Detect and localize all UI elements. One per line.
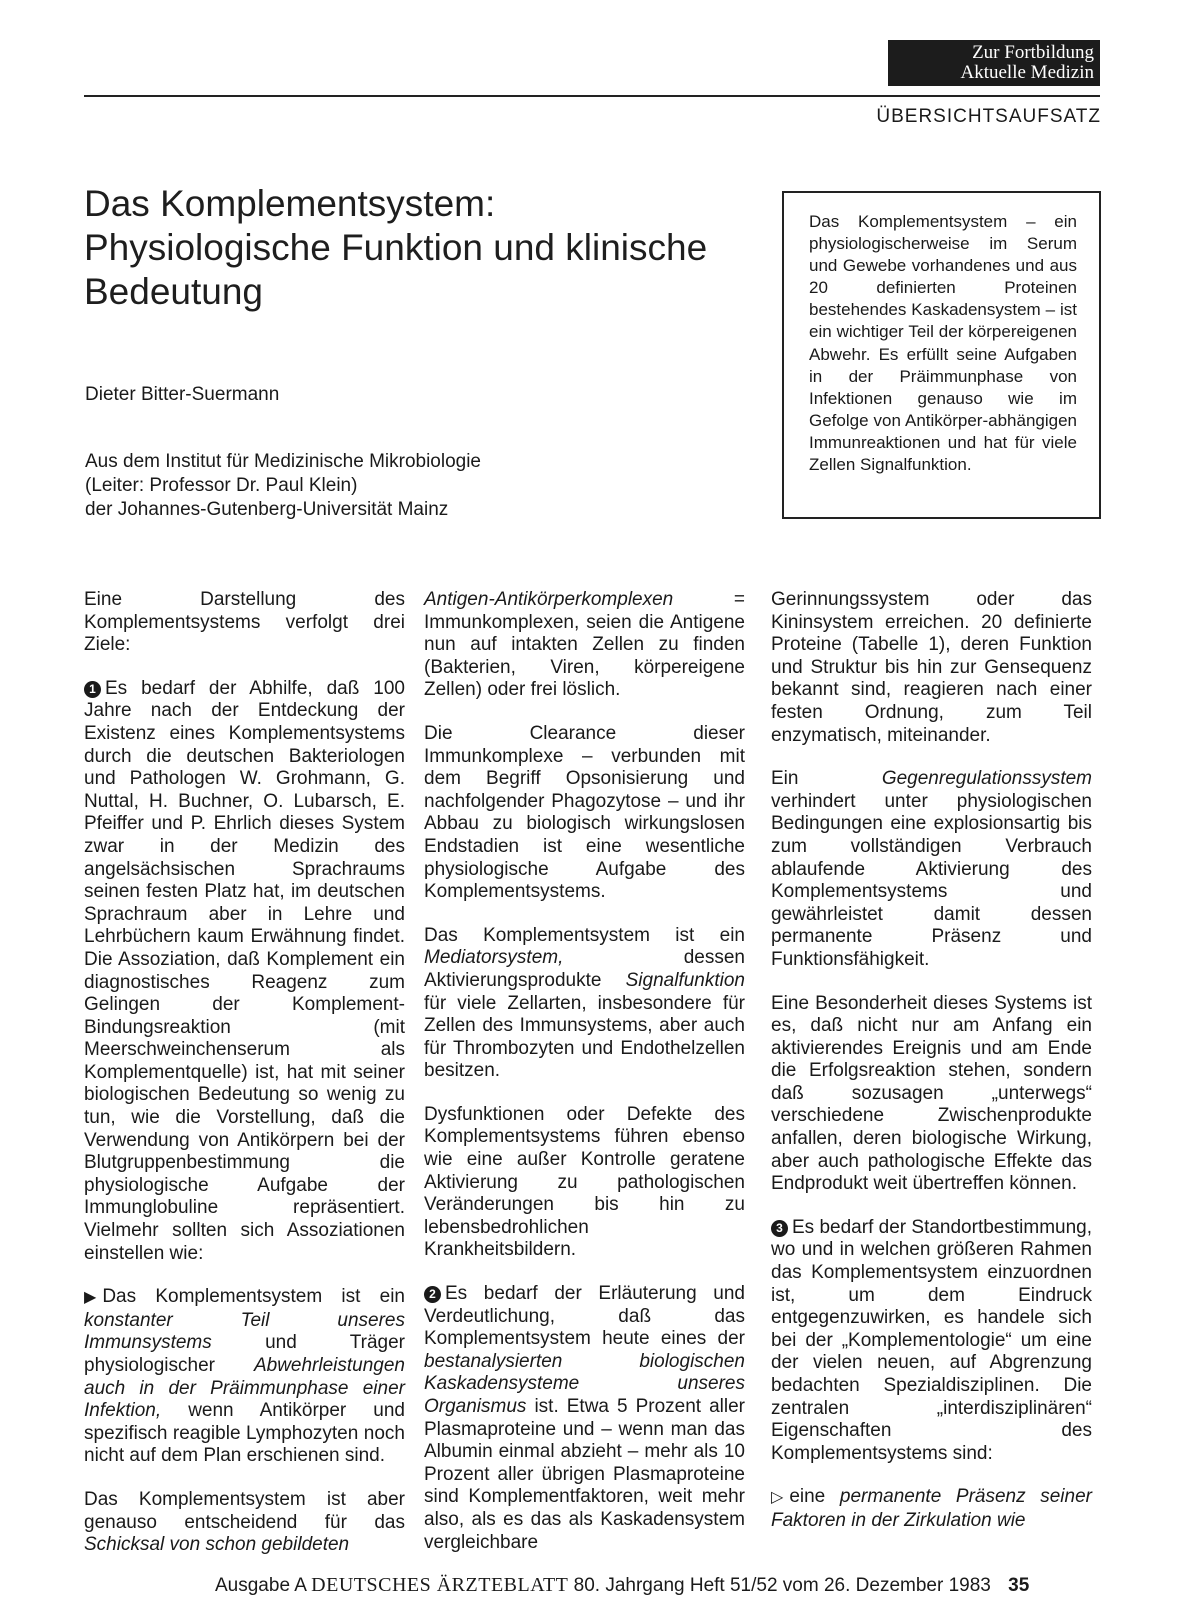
emphasis: Abwehrleistungen auch in der Präimmunphase einer Infektion, bbox=[84, 1355, 405, 1422]
paragraph bbox=[424, 1283, 745, 1554]
text-run: und Träger physiologischer bbox=[84, 1332, 405, 1376]
body-column-3 bbox=[771, 589, 1092, 1533]
header-rule bbox=[84, 95, 1100, 97]
paragraph bbox=[84, 1286, 405, 1468]
number-badge-icon: 2 bbox=[424, 1286, 441, 1303]
article-type: ÜBERSICHTSAUFSATZ bbox=[876, 106, 1101, 127]
emphasis: permanente Präsenz seiner Faktoren in der Zirkulation wie bbox=[771, 1486, 1092, 1531]
affiliation bbox=[85, 450, 481, 522]
text-run: Es bedarf der Standortbestimmung, wo und in welchen größeren Rahmen das Komplementsystem einzuordnen ist, um dem Eindruck entgegenzuwirken, es handele sich bei der „Komplementologie“ um eine der vielen neuen, auf Abgrenzung bedachten Spezialdisziplinen. Die zentralen „interdisziplinären“ Eigenschaften des Komplementsystems sind: bbox=[771, 1216, 1092, 1464]
affiliation-line: Aus dem Institut für Medizinische Mikrobiologie bbox=[85, 451, 482, 472]
emphasis: Antigen-Antikörperkomplexen bbox=[424, 589, 674, 610]
text-run: dessen Aktivierungsprodukte bbox=[424, 947, 745, 991]
affiliation-line: der Johannes-Gutenberg-Universität Mainz bbox=[85, 499, 449, 520]
paragraph-text: Es bedarf der Abhilfe, daß 100 Jahre nach der Entdeckung der Existenz eines Komplementsystems durch die deutschen Bakteriologen und Pathologen W. Grohmann, G. Nuttal, H. Buchner, O. Lubarsch, E. Pfeiffer und P. Ehrlich dieses System zwar in der Medizin des angelsächsischen Sprachraums seinen festen Platz hat, im deutschen Sprachraum aber in Lehre und Lehrbüchern kaum Erwähnung findet. Die Assoziation, daß Komplement ein diagnostisches Reagenz zum Gelingen der Komplement-Bindungsreaktion (mit Meerschweinchenserum als Komplementquelle) ist, hat mit seiner biologischen Bedeutung so wenig zu tun, wie die Vorstellung, daß die Verwendung von Antikörpern bei der Blutgruppenbestimmung die physiologische Aufgabe der Immunglobuline repräsentiert. Vielmehr sollten sich Assoziationen einstellen wie: bbox=[84, 677, 405, 1264]
number-badge-icon: 1 bbox=[84, 681, 101, 698]
emphasis: Signalfunktion bbox=[625, 969, 745, 991]
section-label bbox=[888, 40, 1100, 86]
paragraph bbox=[424, 925, 745, 1083]
triangle-bullet-icon: ▶ bbox=[84, 1289, 97, 1307]
text-run: ist. Etwa 5 Prozent aller Plasmaproteine und – wenn man das Albumin einmal abzieht – mehr als 10 Prozent aller übrigen Plasmaproteine sind Komplementfaktoren, weit mehr also, als es das als Kaskadensystem vergleichbare bbox=[424, 1396, 745, 1553]
emphasis: Gegenregulationssystem bbox=[881, 768, 1092, 790]
paragraph bbox=[771, 1486, 1092, 1532]
emphasis: Schicksal von schon gebildeten bbox=[84, 1534, 350, 1556]
paragraph: Gerinnungssystem oder das Kininsystem erreichen. 20 definierte Proteine (Tabelle 1), deren Funktion und Struktur bis hin zur Gensequenz bekannt sind, reagieren nach einer festen Ordnung, zum Teil enzymatisch, miteinander. bbox=[771, 589, 1092, 746]
page-number: 35 bbox=[1008, 1575, 1030, 1596]
body-column-2 bbox=[424, 589, 745, 1554]
footer-issue: 80. Jahrgang Heft 51/52 vom 26. Dezember 1983 bbox=[573, 1575, 991, 1596]
number-badge-icon: 3 bbox=[771, 1220, 788, 1237]
text-run: verhindert unter physiologischen Bedingungen eine explosionsartig bis zum vollständigen Verbrauch ablaufende Aktivierung des Komplementsystems und gewährleistet damit dessen permanente Präsenz und Funktionsfähigkeit. bbox=[771, 790, 1092, 970]
section-label-line1: Zur Fortbildung bbox=[972, 42, 1094, 63]
emphasis: konstanter Teil unseres Immunsystems bbox=[84, 1309, 405, 1354]
paragraph: Die Clearance dieser Immunkomplexe – verbunden mit dem Begriff Opsonisierung und nachfolgender Phagozytose – und ihr Abbau zu biologisch wirkungslosen Endstadien ist eine wesentliche physiologische Aufgabe des Komplementsystems. bbox=[424, 722, 745, 903]
paragraph: Eine Besonderheit dieses Systems ist es, daß nicht nur am Anfang ein aktivierendes Ereignis und am Ende die Erfolgsreaktion stehen, sondern daß sozusagen „unterwegs“ verschiedene Zwischenprodukte anfallen, deren biologische Wirkung, aber auch pathologische Effekte das Endprodukt weit übertreffen können. bbox=[771, 992, 1092, 1195]
text-run: Das Komplementsystem ist ein bbox=[102, 1286, 405, 1308]
emphasis: Mediatorsystem, bbox=[424, 947, 564, 969]
emphasis: bestanalysierten biologischen Kaskadensysteme unseres Organismus bbox=[424, 1350, 745, 1417]
paragraph bbox=[771, 1217, 1092, 1466]
text-run: Das Komplementsystem ist ein bbox=[424, 924, 745, 946]
text-run: Es bedarf der Erläuterung und Verdeutlichung, daß das Komplementsystem heute eines der bbox=[424, 1283, 745, 1350]
summary-box: Das Komplementsystem – ein physiologischerweise im Serum und Gewebe vorhandenes und aus 20 definierten Proteinen bestehendes Kaskadensystem – ist ein wichtiger Teil der körpereigenen Abwehr. Es erfüllt seine Aufgaben in der Präimmunphase von Infektionen genauso wie im Gefolge von Antikörper-abhängigen Immunreaktionen und hat für viele Zellen Signalfunktion. bbox=[782, 191, 1101, 519]
text-run: wenn Antikörper und spezifisch reagible Lymphozyten noch nicht auf dem Plan erschienen sind. bbox=[84, 1400, 405, 1467]
footer-edition: Ausgabe A bbox=[215, 1575, 306, 1596]
paragraph: Eine Darstellung des Komplementsystems verfolgt drei Ziele: bbox=[84, 589, 405, 656]
text-run: für viele Zellarten, insbesondere für Zellen des Immunsystems, aber auch für Thrombozyten und Endothelzellen besitzen. bbox=[424, 992, 745, 1082]
text-run: Ein bbox=[771, 768, 799, 790]
text-run: Das Komplementsystem ist aber genauso entscheidend für das bbox=[84, 1488, 405, 1533]
footer-journal: DEUTSCHES ÄRZTEBLATT bbox=[311, 1574, 569, 1596]
paragraph bbox=[771, 768, 1092, 971]
author: Dieter Bitter-Suermann bbox=[85, 384, 280, 405]
paragraph bbox=[424, 589, 745, 702]
page-footer bbox=[215, 1574, 1029, 1597]
paragraph bbox=[84, 1489, 405, 1557]
affiliation-line: (Leiter: Professor Dr. Paul Klein) bbox=[85, 475, 358, 496]
paragraph bbox=[84, 678, 405, 1265]
paragraph: Dysfunktionen oder Defekte des Komplementsystems führen ebenso wie eine außer Kontrolle geratene Aktivierung zu pathologischen Veränderungen bis hin zu lebensbedrohlichen Krankheitsbildern. bbox=[424, 1103, 745, 1261]
article-title: Das Komplementsystem: Physiologische Funktion und klinische Bedeutung bbox=[84, 183, 708, 312]
body-column-1 bbox=[84, 589, 405, 1557]
section-label-line2: Aktuelle Medizin bbox=[960, 62, 1094, 83]
text-run: eine bbox=[789, 1486, 826, 1508]
open-triangle-bullet-icon: ▷ bbox=[771, 1489, 784, 1507]
text-run: = Immunkomplexen, seien die Antigene nun auf intakten Zellen zu finden (Bakterien, Viren, körpereigene Zellen) oder frei löslich. bbox=[424, 589, 745, 701]
